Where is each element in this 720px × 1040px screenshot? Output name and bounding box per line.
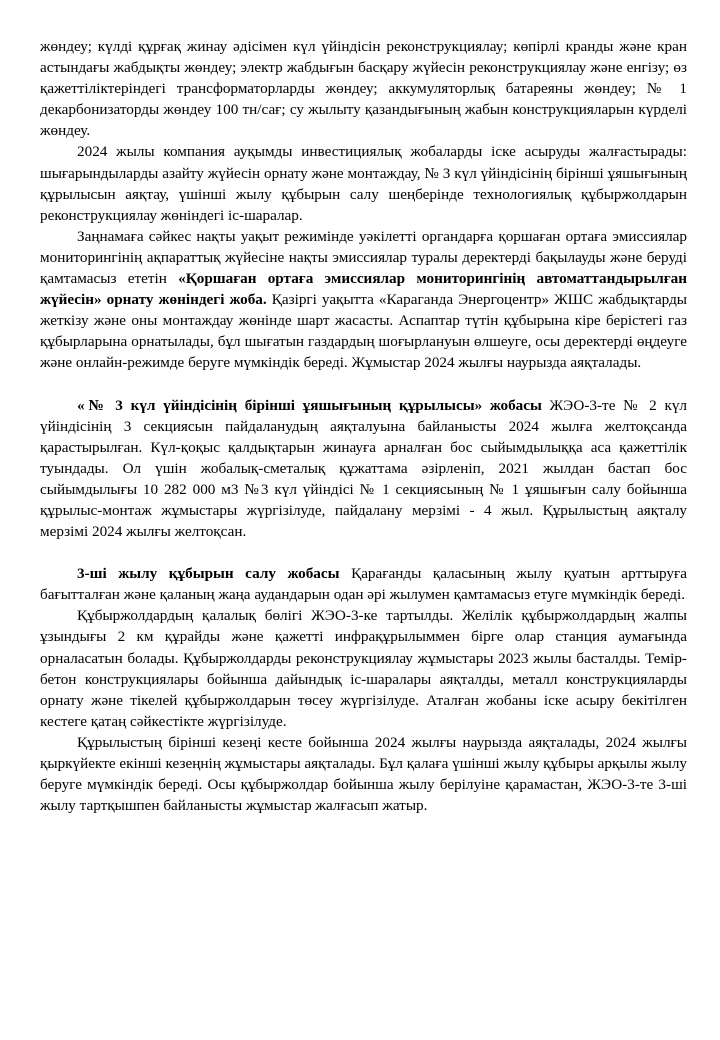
heat-pipeline-project-title: 3-ші жылу құбырын салу жобасы bbox=[77, 565, 340, 583]
paragraph-investment-projects-2024: 2024 жылы компания ауқымды инвестициялық жобаларды іске асыруды жалғастырады: шығарындыларды азайту жүйесін орнату және монтаждау, № 3 күл үйіндісінің бірінші ұяшығының құрылысын аяқтау, үшінші жылу құбырын салу шеңберінде технологиялық құбыржолдарын реконструкциялау жөніндегі іс-шаралар. bbox=[40, 143, 687, 224]
emission-monitoring-details: Қазіргі уақытта «Караганда Энергоцентр» ЖШС жабдықтарды жеткізу және оны монтаждау жөнінде шарт жасасты. Аспаптар түтін құбырына кіре берістегі газ құбырларына орнатылады, бұл шығатын газдардың шоғырлануын өлшеуге, осы деректерді өңдеуге және онлайн-режимде беруге мүмкіндік береді. Жұмыстар 2024 жылғы наурызда аяқталады. bbox=[40, 291, 688, 372]
paragraph-heat-pipeline-project bbox=[40, 563, 687, 605]
paragraph-repairs-continued: жөндеу; күлді құрғақ жинау әдісімен күл үйіндісін реконструкциялау; көпірлі кранды және кран астындағы жабдықты жөндеу; электр жабдығын басқару жүйесін реконструкциялау және енгізу; өз қажеттіліктеріндегі трансформаторларды жөндеу; аккумуляторлық батареяны жөндеу; № 1 декарбонизаторды жөндеу 100 тн/сағ; су жылыту қазандығының жабын конструкцияларын күрделі жөндеу. bbox=[40, 38, 687, 140]
heat-pipeline-project-details: Қарағанды қаласының жылу қуатын арттыруға бағытталған және қаланың жаңа аудандарын одан әрі жылумен қамтамасыз етуге мүмкіндік береді. bbox=[40, 565, 687, 604]
ash-dump-project-details: ЖЭО-3-те № 2 күл үйіндісінің 3 секциясын пайдаланудың аяқталуына байланысты 2024 жылға желтоқсанда қарастырылған. Күл-қоқыс қалдықтарын жинауға арналған бос сыйымдылыққа аса қажеттілік туындады. Ол үшін жобалық-сметалық құжаттама әзірленіп, 2021 жылдан бастап бос сыйымдылығы 10 282 000 м3 №3 күл үйіндісі № 1 секциясының № 1 ұяшығын салу бойынша құрылыс-монтаж жұмыстары жүргізілуде, пайдалану мерзімі - 4 жыл. Құрылыстың аяқталу мерзімі 2024 жылғы желтоқсан. bbox=[40, 396, 687, 541]
paragraph-spacer bbox=[40, 542, 687, 563]
paragraph-pipeline-construction: Құбыржолдардың қалалық бөлігі ЖЭО-3-ке тартылды. Желілік құбыржолдардың жалпы ұзындығы 2 км құрайды және қажетті инфрақұрылыммен бірге олар станция аумағында орналасатын болады. Құбыржолдарды реконструкциялау жұмыстары 2023 жылы басталды. Темір-бетон конструкциялары бойынша дайындық іс-шаралары аяқталды, металл конструкцияларды орнату және тікелей құбыржолдарын төсеу жүргізілуде. Аталған жобаны іске асыру бекітілген кестеге қатаң сәйкестікте жүргізілуде. bbox=[40, 607, 687, 730]
document-page bbox=[40, 36, 687, 816]
paragraph-ash-dump-cell bbox=[40, 395, 687, 543]
ash-dump-project-title: «№ 3 күл үйіндісінің бірінші ұяшығының құрылысы» жобасы bbox=[77, 396, 542, 414]
emission-monitoring-project-title: «Қоршаған ортаға эмиссиялар мониторингінің автоматтандырылған жүйесін» орнату жөніндегі жоба. bbox=[40, 270, 687, 309]
paragraph-emission-monitoring bbox=[40, 226, 687, 374]
paragraph-construction-stages: Құрылыстың бірінші кезеңі кесте бойынша 2024 жылғы наурызда аяқталады, 2024 жылғы қыркүйекте екінші кезеңнің жұмыстары аяқталады. Бұл қалаға үшінші жылу құбыры арқылы жылу беруге мүмкіндік береді. Осы құбыржолдар бойынша жылу берілуіне қарамастан, ЖЭО-3-те 3-ші жылу тартқышпен байланысты жұмыстар жалғасып жатыр. bbox=[40, 733, 687, 815]
emission-monitoring-intro: Заңнамаға сәйкес нақты уақыт режимінде уәкілетті органдарға қоршаған ортаға эмиссиялар мониторингінің ақпараттық жүйесіне нақты эмиссиялар туралы деректерді бақылауды және беруді қамтамасыз ететін bbox=[40, 227, 687, 288]
paragraph-spacer bbox=[40, 374, 687, 395]
